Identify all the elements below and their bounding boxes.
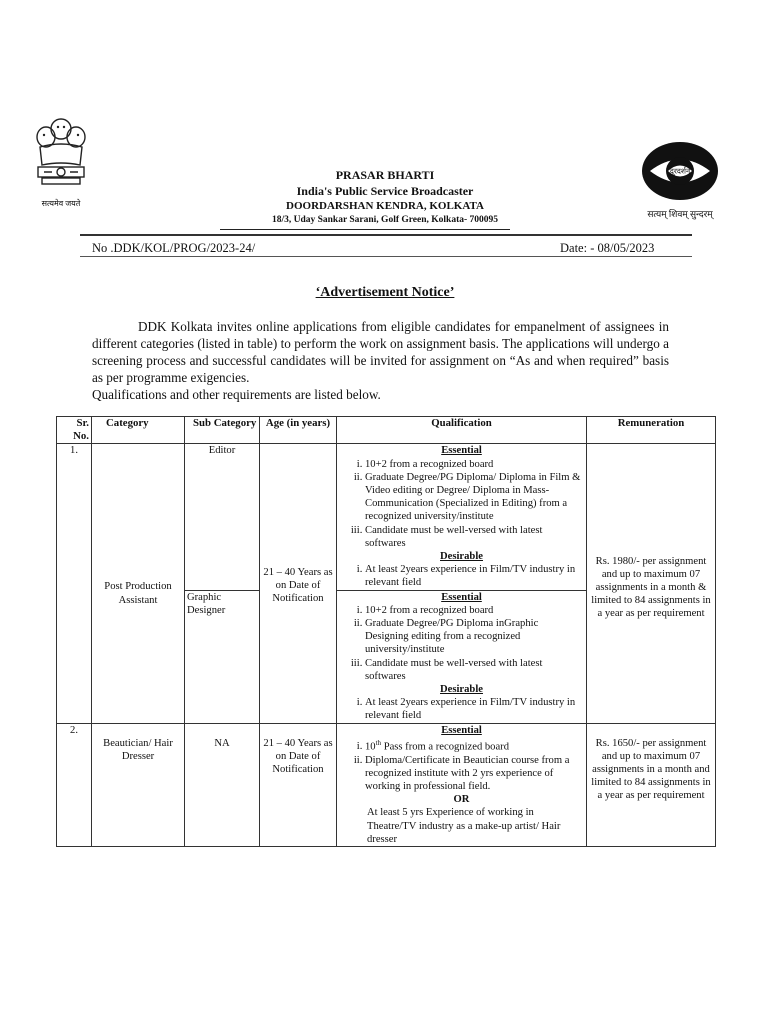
row2-sub: NA	[185, 723, 260, 846]
row1-sub2-name: Graphic Designer	[185, 590, 260, 723]
list-item: iii. Candidate must be well-versed with latest softwares	[365, 524, 584, 550]
org-tagline: India's Public Service Broadcaster	[296, 184, 474, 198]
row1-remuneration: Rs. 1980/- per assignment and up to maximum 07 assignments in a month & limited to 84 assignments in a year as per requirement	[587, 444, 716, 723]
essential-label: Essential	[441, 445, 482, 457]
row1-sub1-qualification	[337, 444, 587, 590]
list-item: i. At least 2years experience in Film/TV industry in relevant field	[365, 696, 584, 722]
list-item: i. At least 2years experience in Film/TV industry in relevant field	[365, 563, 584, 589]
list-item: ii. Graduate Degree/PG Diploma/ Diploma in Film & Video editing or Degree/ Diploma in Mass-Communication (Specialized in Editing) from a recognized university/institute	[365, 471, 584, 524]
reference-number: No .DDK/KOL/PROG/2023-24/	[92, 241, 256, 255]
header-sr: Sr. No.	[57, 417, 92, 444]
national-emblem-logo	[30, 115, 92, 208]
table-header-row	[57, 417, 716, 444]
row2-qualification	[337, 723, 587, 846]
list-item: iii. Candidate must be well-versed with latest softwares	[365, 657, 584, 683]
notice-title: ‘Advertisement Notice’	[315, 285, 455, 300]
row2-remuneration: Rs. 1650/- per assignment and up to maximum 07 assignments in a month and limited to 84 assignments in a year as per requirement	[587, 723, 716, 846]
org-name: PRASAR BHARTI	[335, 168, 435, 182]
intro-note: Qualifications and other requirements are listed below.	[92, 387, 381, 402]
essential-label: Essential	[441, 724, 482, 736]
alternative-qualification: At least 5 yrs Experience of working in Theatre/TV industry as a make-up artist/ Hair dresser	[367, 807, 561, 845]
kendra-address: 18/3, Uday Sankar Sarani, Golf Green, Kolkata- 700095	[271, 215, 499, 225]
doordarshan-wordmark: दूरदर्शन	[669, 166, 691, 176]
header-remuneration: Remuneration	[587, 417, 716, 444]
list-item: ii. Graduate Degree/PG Diploma inGraphic Designing editing from a recognized university/institute	[365, 617, 584, 657]
header-rule	[80, 234, 692, 236]
row1-category: Post Production Assistant	[92, 444, 185, 723]
notice-date: Date: - 08/05/2023	[560, 241, 655, 255]
doordarshan-motto: सत्यम् शिवम् सुन्दरम्	[647, 209, 713, 219]
header-subcategory: Sub Category	[185, 417, 260, 444]
requirements-table	[56, 416, 716, 847]
desirable-label: Desirable	[440, 684, 483, 696]
essential-list	[339, 604, 584, 683]
lion-capital-icon	[30, 115, 92, 193]
kendra-name: DOORDARSHAN KENDRA, KOLKATA	[286, 200, 484, 212]
grade-suffix: th	[375, 738, 382, 747]
table-row	[57, 444, 716, 590]
grade-text: Pass from a recognized board	[381, 741, 510, 753]
desirable-list	[339, 563, 584, 589]
table-row	[57, 723, 716, 846]
row1-sub2-qualification	[337, 590, 587, 723]
list-item	[365, 737, 584, 754]
row2-category: Beautician/ Hair Dresser	[92, 723, 185, 846]
emblem-caption: सत्यमेव जयते	[41, 199, 81, 208]
address-underline	[220, 229, 510, 230]
list-item: i. 10+2 from a recognized board	[365, 458, 584, 471]
essential-label: Essential	[441, 591, 482, 603]
grade-number: 10	[365, 741, 376, 753]
intro-paragraph: DDK Kolkata invites online applications from eligible candidates for empanelment of assignees in different categories (listed in table) to perform the work on assignment basis. The applications will undergo a screening process and successful candidates will be invited for assignment on “As and when required” basis as per programme exigencies.	[92, 319, 669, 385]
or-label: OR	[453, 794, 470, 806]
ref-rule	[80, 256, 692, 257]
row1-age: 21 – 40 Years as on Date of Notification	[260, 444, 337, 723]
header-qualification: Qualification	[337, 417, 587, 444]
doordarshan-logo	[640, 140, 720, 219]
doordarshan-eye-icon	[640, 140, 720, 202]
row2-age: 21 – 40 Years as on Date of Notification	[260, 723, 337, 846]
essential-list	[339, 458, 584, 550]
list-item: i. 10+2 from a recognized board	[365, 604, 584, 617]
desirable-list	[339, 696, 584, 722]
row1-sub1-name: Editor	[185, 444, 260, 590]
header-category: Category	[92, 417, 185, 444]
row2-sr: 2.	[57, 723, 92, 846]
desirable-label: Desirable	[440, 551, 483, 563]
essential-list	[339, 737, 584, 793]
header-age: Age (in years)	[260, 417, 337, 444]
list-item: ii. Diploma/Certificate in Beautician course from a recognized institute with 2 yrs experience of working in professional field.	[365, 754, 584, 794]
row1-sr: 1.	[57, 444, 92, 723]
